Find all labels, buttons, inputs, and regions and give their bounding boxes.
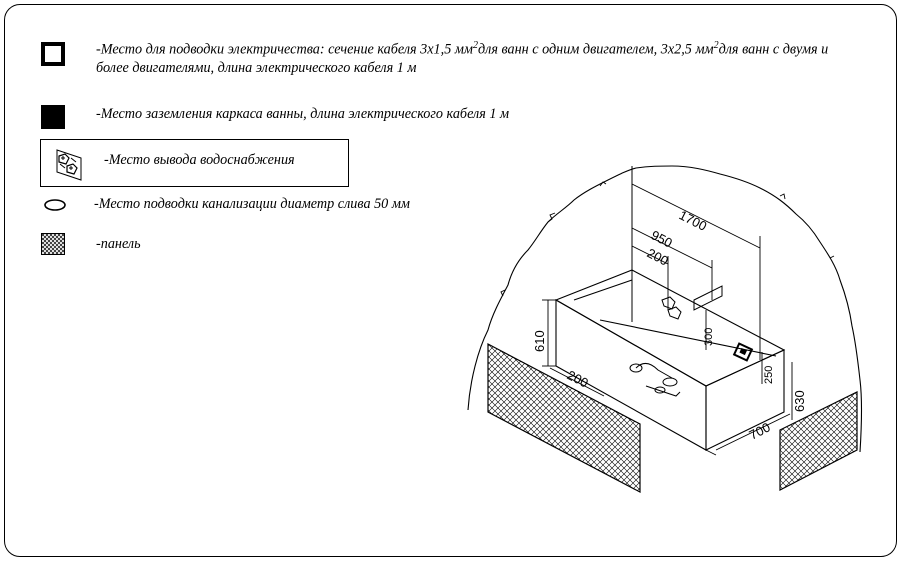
legend-electric-line1: -Место для подводки электричества: сечение кабеля 3х1,5 $мм^2для$ ванн с одним двигателем, 3х2,5 $мм^2для$ ванн с двумя и xyxy=(96,40,829,58)
dim-200-top: 200 xyxy=(644,245,671,269)
dim-250: 250 xyxy=(763,365,775,384)
left-panel xyxy=(488,344,640,492)
dim-610: 610 xyxy=(532,330,547,352)
water-outlet-marker xyxy=(662,297,681,319)
wall-faucet xyxy=(694,286,722,310)
dim-950: 950 xyxy=(648,227,675,251)
legend-water-text: -Место вывода водоснабжения xyxy=(104,152,295,168)
legend-panel-text: -панель xyxy=(96,236,141,252)
legend-ground-text: -Место заземления каркаса ванны, длина электрического кабеля 1 м xyxy=(96,106,510,122)
dim-200-bottom: 200 xyxy=(564,367,591,391)
dim-700: 700 xyxy=(746,419,773,443)
dim-630: 630 xyxy=(792,390,807,412)
legend-electric-line2: более двигателями, длина электрического кабеля 1 м xyxy=(96,60,417,76)
dim-1700: 1700 xyxy=(676,207,710,234)
bath-mixer xyxy=(630,363,680,396)
legend-drain-text: -Место подводки канализации диаметр слива 50 мм xyxy=(94,196,410,212)
dim-300: 300 xyxy=(703,327,715,346)
